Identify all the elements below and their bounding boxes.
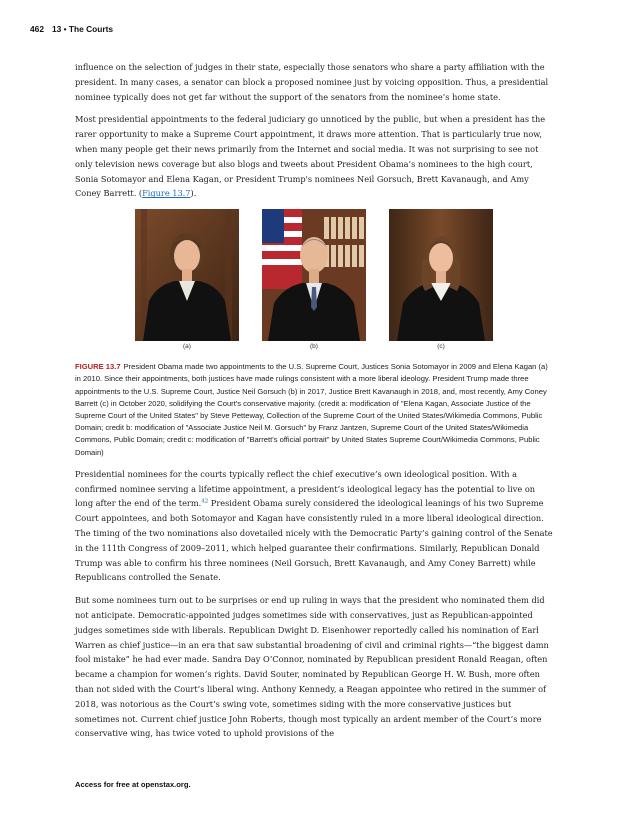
- page-number: 462: [30, 24, 44, 34]
- paragraph-3-text: Presidential nominees for the courts typically reflect the chief executive’s own ideological position. With a confirmed nominee serving a lifetime appointment, a president’s ideological legacy has the potential to live on long after the end of the term.: [75, 468, 536, 509]
- paragraph-3-rest: President Obama surely considered the ideological leanings of his two Supreme Court appointees, and both Sotomayor and Kagan have consistently ruled in a more liberal ideological direction. The timing of the two nominations also dovetailed nicely with the Democratic Party’s gaining control of the Senate in the 111th Congress of 2009–2011, which helped guarantee their confirmations. Similarly, Republican Donald Trump was able to confirm his three nominees (Neil Gorsuch, Brett Kavanaugh, and Amy Coney Barrett) while Republicans controlled the Senate.: [75, 498, 553, 583]
- figure-caption: [75, 361, 555, 459]
- page-footer: Access for free at openstax.org.: [75, 780, 191, 789]
- photo-label-a: (a): [183, 343, 191, 351]
- paragraph-1: influence on the selection of judges in their state, especially those senators who share a party affiliation with the president. In many cases, a senator can block a proposed nominee just by voicing opposition. Thus, a presidential nominee typically does not get far without the support of the senators from the nominee’s home state.: [75, 62, 549, 102]
- chapter-title: 13 • The Courts: [51, 24, 114, 34]
- figure-photos: [75, 209, 555, 355]
- footnote-ref-42[interactable]: 42: [201, 498, 209, 505]
- paragraph-2-end: ).: [190, 188, 197, 199]
- justice-photo-b: [262, 209, 366, 341]
- running-header: [30, 24, 113, 34]
- paragraph-3: [75, 467, 555, 585]
- paragraph-2: [75, 112, 555, 201]
- photo-label-b: (b): [310, 343, 318, 351]
- paragraph-2-text: Most presidential appointments to the federal judiciary go unnoticed by the public, but when a president has the rarer opportunity to make a Supreme Court appointment, it draws more attention. That is particularly true now, when many people get their news primarily from the Internet and social media. It was not surprising to see not only television news coverage but also blogs and tweets about President Obama’s nominees to the high court, Sonia Sotomayor and Elena Kagan, or President Trump's nominees Neil Gorsuch, Brett Kavanaugh, and Amy Coney Barrett. (: [75, 114, 546, 199]
- photo-label-c: (c): [437, 343, 445, 351]
- page-body: [75, 60, 555, 749]
- figure-number: FIGURE 13.7: [75, 362, 121, 372]
- paragraph-4: But some nominees turn out to be surprises or end up ruling in ways that the president who nominated them did not anticipate. Democratic-appointed judges sometimes side with conservatives, just as Republican-appointed judges sometimes side with liberals. Republican Dwight D. Eisenhower reportedly called his nomination of Earl Warren as chief justice—in an era that saw substantial broadening of civil and criminal rights—“the biggest damn fool mistake” he had ever made. Sandra Day O’Connor, nominated by Republican president Ronald Reagan, often became a champion for women’s rights. David Souter, nominated by Republican George H. W. Bush, more often than not sided with the Court’s liberal wing. Anthony Kennedy, a Reagan appointee who retired in the summer of 2018, was notorious as the Court’s swing vote, sometimes siding with the more conservative justices but sometimes not. Current chief justice John Roberts, though most typically an ardent member of the Court’s more conservative wing, has twice voted to uphold provisions of the: [75, 595, 549, 739]
- figure-13-7-link[interactable]: Figure 13.7: [142, 188, 191, 199]
- figure-caption-text: President Obama made two appointments to the U.S. Supreme Court, Justices Sonia Sotomayor in 2009 and Elena Kagan (a) in 2010. Since their appointments, both justices have made rulings consistent with a more liberal ideology. President Trump made three appointments to the U.S. Supreme Court, Justice Neil Gorsuch (b) in 2017, Justice Brett Kavanaugh in 2018, and, most recently, Amy Coney Barrett (c) in October 2020, solidifying the Court's conservative majority. (credit a: modification of "Elena Kagan, Associate Justice of the Supreme Court of the United States" by Steve Petteway, Collection of the Supreme Court of the United States/Wikimedia Commons, Public Domain; credit b: modification of "Associate Justice Neil M. Gorsuch" by Franz Jantzen, Supreme Court of the United States/Wikimedia Commons, Public Domain; credit c: modification of "Barrett's official portrait" by United States Supreme Court/Wikimedia Commons, Public Domain): [75, 362, 548, 457]
- justice-photo-c: [389, 209, 493, 341]
- justice-photo-a: [135, 209, 239, 341]
